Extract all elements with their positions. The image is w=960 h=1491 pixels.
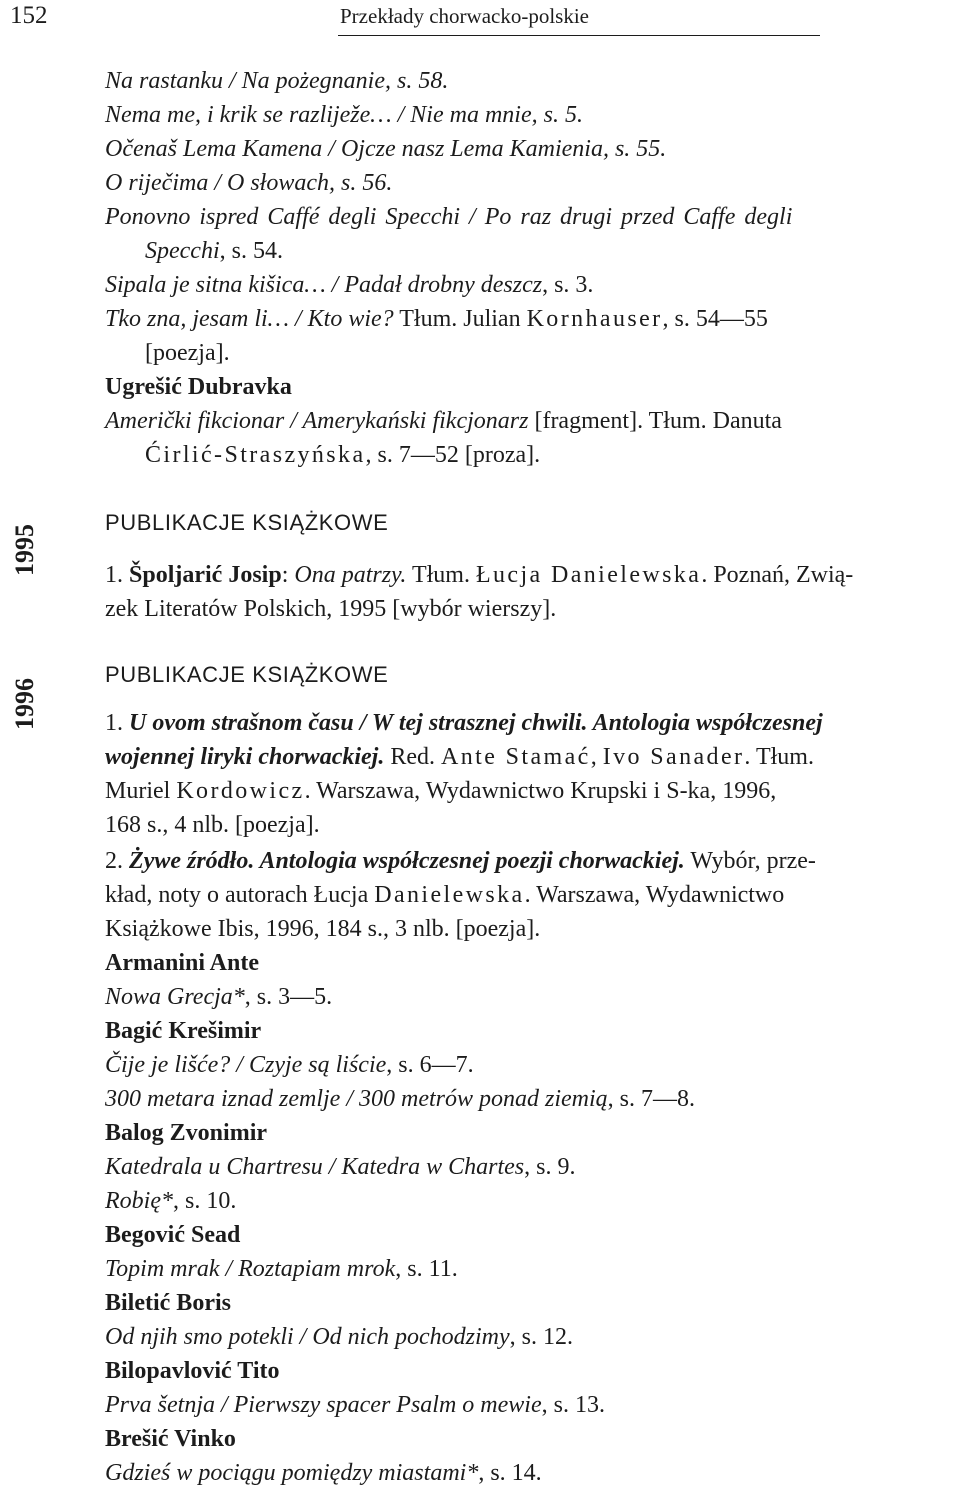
entry-pages: , s. 54—55 bbox=[662, 306, 768, 332]
book-subtitle: wojennej liryki chorwackiej. bbox=[105, 744, 385, 770]
entry-title: Na rastanku / Na pożegnanie, s. 58. bbox=[105, 68, 449, 94]
author-name: Armanini Ante bbox=[105, 950, 260, 976]
book-subtitle: Antologia współczesnej poezji chorwackiej. bbox=[254, 848, 685, 874]
author-name: Špoljarić Josip bbox=[129, 562, 282, 588]
entry-title: Američki fikcionar / Amerykański fikcjonarz bbox=[105, 408, 529, 434]
work-entry bbox=[105, 1390, 605, 1420]
translator-name: Danielewska bbox=[374, 882, 525, 908]
author-name: Bilopavlović Tito bbox=[105, 1358, 280, 1384]
section-heading: PUBLIKACJE KSIĄŻKOWE bbox=[105, 510, 389, 535]
separator: : bbox=[281, 562, 295, 588]
translator-name: Ćirlić-Straszyńska bbox=[145, 442, 366, 468]
entry-title: Nema me, i krik se razliježe… / Nie ma mnie, s. 5. bbox=[105, 102, 583, 128]
entry-pages: , s. 7—52 [proza]. bbox=[365, 442, 541, 468]
work-title: Robię* bbox=[105, 1188, 173, 1214]
work-title: Topim mrak / Roztapiam mrok bbox=[105, 1256, 396, 1282]
entry-pages: , s. 3. bbox=[542, 272, 594, 298]
publication-note: kład, noty o autorach Łucja bbox=[105, 882, 375, 908]
entry-genre: [poezja]. bbox=[145, 340, 230, 366]
author-name: Biletić Boris bbox=[105, 1290, 231, 1316]
publication-continuation: 168 s., 4 nlb. [poezja]. bbox=[105, 812, 320, 838]
work-title: Prva šetnja / Pierwszy spacer Psalm o mewie bbox=[105, 1392, 542, 1418]
separator: , bbox=[590, 744, 603, 770]
editor-prefix: Red. bbox=[384, 744, 441, 770]
work-title: Čije je lišće? / Czyje są liście bbox=[105, 1052, 387, 1078]
author-name: Bagić Krešimir bbox=[105, 1018, 262, 1044]
work-pages: , s. 13. bbox=[541, 1392, 605, 1418]
work-pages: , s. 7—8. bbox=[607, 1086, 695, 1112]
author-name: Begović Sead bbox=[105, 1222, 241, 1248]
work-title: Katedrala u Chartresu / Katedra w Chartes bbox=[105, 1154, 525, 1180]
translator-prefix: Tłum. bbox=[406, 562, 476, 588]
work-entry bbox=[105, 1254, 458, 1284]
work-entry bbox=[105, 1050, 474, 1080]
entry-line bbox=[105, 304, 768, 334]
work-entry bbox=[105, 1152, 576, 1182]
publication-continuation bbox=[105, 880, 784, 910]
publication-continuation: Książkowe Ibis, 1996, 184 s., 3 nlb. [poezja]. bbox=[105, 916, 541, 942]
year-label-1996: 1996 bbox=[10, 678, 39, 730]
publisher: . Warszawa, Wydawnictwo bbox=[524, 882, 785, 908]
item-number: 2. bbox=[105, 848, 123, 874]
entry-title: Ponovno ispred Caffé degli Specchi / Po raz drugi przed Caffe degli bbox=[105, 204, 793, 230]
work-pages: , s. 14. bbox=[478, 1460, 542, 1486]
page-number: 152 bbox=[10, 2, 48, 29]
entry-note: [fragment]. Tłum. Danuta bbox=[528, 408, 782, 434]
book-subtitle: Antologia współczesnej bbox=[587, 710, 823, 736]
work-title: Nowa Grecja* bbox=[105, 984, 245, 1010]
section-heading: PUBLIKACJE KSIĄŻKOWE bbox=[105, 662, 389, 687]
publication-entry bbox=[105, 708, 823, 738]
work-pages: , s. 9. bbox=[524, 1154, 576, 1180]
entry-title: Sipala je sitna kišica… / Padał drobny deszcz bbox=[105, 272, 543, 298]
work-entry bbox=[105, 982, 332, 1012]
work-title: Od njih smo potekli / Od nich pochodzimy bbox=[105, 1324, 510, 1350]
author-name: Ugrešić Dubravka bbox=[105, 374, 292, 400]
year-label-1995: 1995 bbox=[10, 524, 39, 576]
item-number: 1. bbox=[105, 562, 123, 588]
entry-translator-prefix: Tłum. Julian bbox=[393, 306, 527, 332]
book-title: U ovom strašnom času / W tej strasznej chwili. bbox=[129, 710, 588, 736]
book-title: Ona patrzy. bbox=[294, 562, 407, 588]
work-pages: , s. 6—7. bbox=[386, 1052, 474, 1078]
running-title: Przekłady chorwacko-polskie bbox=[340, 4, 589, 28]
translator-name: Kornhauser bbox=[526, 306, 663, 332]
publication-note: Wybór, prze- bbox=[684, 848, 816, 874]
translator-prefix: . Tłum. bbox=[744, 744, 814, 770]
entry-continuation bbox=[145, 236, 283, 266]
translator-first-name: Muriel bbox=[105, 778, 177, 804]
entry-title: Očenaš Lema Kamena / Ojcze nasz Lema Kamienia, s. 55. bbox=[105, 136, 667, 162]
author-name: Brešić Vinko bbox=[105, 1426, 236, 1452]
entry-line bbox=[105, 406, 782, 436]
publisher: . Poznań, Zwią- bbox=[701, 562, 854, 588]
entry-title: O riječima / O słowach, s. 56. bbox=[105, 170, 393, 196]
work-entry bbox=[105, 1186, 236, 1216]
entry-pages: , s. 54. bbox=[219, 238, 283, 264]
work-pages: , s. 3—5. bbox=[244, 984, 333, 1010]
work-entry bbox=[105, 1458, 542, 1488]
publication-continuation: zek Literatów Polskich, 1995 [wybór wierszy]. bbox=[105, 596, 557, 622]
translator-name: Łucja Danielewska bbox=[475, 562, 702, 588]
publication-entry bbox=[105, 560, 853, 590]
work-pages: , s. 10. bbox=[172, 1188, 237, 1214]
editor-name: Ivo Sanader bbox=[602, 744, 745, 770]
work-pages: , s. 12. bbox=[509, 1324, 573, 1350]
publication-continuation bbox=[105, 776, 776, 806]
item-number: 1. bbox=[105, 710, 123, 736]
translator-name: Kordowicz bbox=[176, 778, 305, 804]
entry-continuation bbox=[145, 440, 540, 470]
work-entry bbox=[105, 1322, 573, 1352]
author-name: Balog Zvonimir bbox=[105, 1120, 268, 1146]
publication-continuation bbox=[105, 742, 814, 772]
entry-line bbox=[105, 270, 593, 300]
book-title: Żywe źródło. bbox=[129, 848, 255, 874]
publication-entry bbox=[105, 846, 816, 876]
publisher: . Warszawa, Wydawnictwo Krupski i S-ka, 1996, bbox=[304, 778, 777, 804]
work-title: 300 metara iznad zemlje / 300 metrów ponad ziemią bbox=[105, 1086, 608, 1112]
work-entry bbox=[105, 1084, 695, 1114]
work-title: Gdzieś w pociągu pomiędzy miastami* bbox=[105, 1460, 479, 1486]
entry-title: Tko zna, jesam li… / Kto wie? bbox=[105, 306, 394, 332]
work-pages: , s. 11. bbox=[395, 1256, 458, 1282]
entry-title: Specchi bbox=[145, 238, 220, 264]
editor-name: Ante Stamać bbox=[441, 744, 591, 770]
header-rule bbox=[338, 35, 820, 36]
